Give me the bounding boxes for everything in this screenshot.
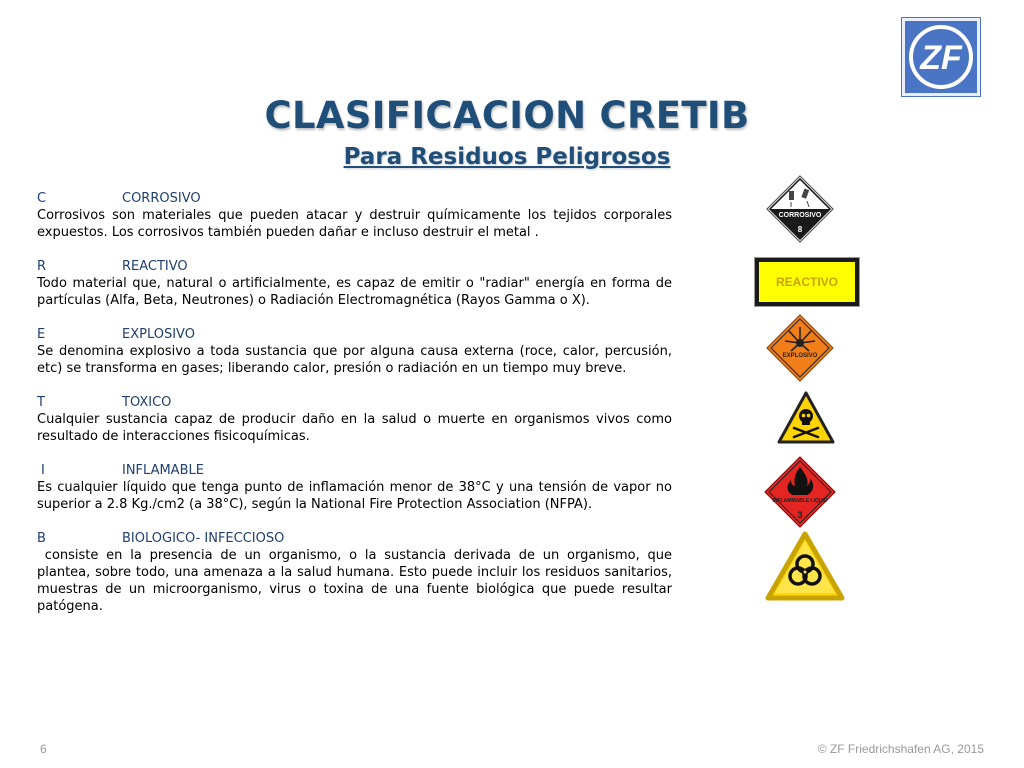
section-name: BIOLOGICO- INFECCIOSO — [122, 531, 285, 546]
section-biologico — [37, 530, 677, 615]
section-body: Cualquier sustancia capaz de producir daño en la salud o muerte en organismos vivos como resultado de interacciones fisicoquímicas. — [37, 412, 672, 444]
zf-logo — [902, 18, 980, 96]
section-explosivo — [37, 326, 672, 377]
page-number: 6 — [40, 742, 47, 756]
section-letter: B — [37, 531, 46, 546]
section-letter: C — [37, 191, 47, 206]
copyright-notice: © ZF Friedrichshafen AG, 2015 — [817, 742, 984, 756]
section-body: consiste en la presencia de un organismo, o la sustancia derivada de un organismo, que plantea, sobre todo, una amenaza a la salud humana. Esto puede incluir los residuos sanitarios, muestras de un microorganismo, virus o toxina de una fuente biológica que puede resultar patógena. — [37, 548, 677, 614]
section-reactivo — [37, 258, 672, 309]
section-name: INFLAMABLE — [122, 463, 204, 478]
section-letter: E — [37, 327, 46, 342]
section-body: Corrosivos son materiales que pueden atacar y destruir químicamente los tejidos corporales expuestos. Los corrosivos también pueden dañar e incluso destruir el metal . — [37, 208, 672, 240]
svg-text:CORROSIVO: CORROSIVO — [778, 212, 822, 219]
inflamable-sign-icon — [763, 455, 837, 529]
section-letter: I — [41, 463, 45, 478]
section-letter: R — [37, 259, 47, 274]
section-body: Es cualquier líquido que tenga punto de inflamación menor de 38°C y una tensión de vapor no superior a 2.8 Kg./cm2 (a 38°C), según la National Fire Protection Association (NFPA). — [37, 480, 672, 512]
zf-logo-icon — [905, 21, 977, 93]
reactivo-sign-label: REACTIVO — [775, 275, 838, 289]
explosivo-sign-icon — [765, 313, 835, 383]
toxico-sign-icon — [776, 390, 836, 446]
section-name: TOXICO — [122, 395, 172, 410]
svg-text:8: 8 — [797, 225, 803, 234]
svg-text:EXPLOSIVO: EXPLOSIVO — [782, 353, 818, 359]
biologico-sign-icon — [764, 530, 846, 604]
svg-text:3: 3 — [797, 510, 803, 520]
section-body: Todo material que, natural o artificialmente, es capaz de emitir o "radiar" energía en forma de partículas (Alfa, Beta, Neutrones) o Radiación Electromagnética (Rayos Gamma o X). — [37, 276, 672, 308]
reactivo-sign — [755, 258, 859, 306]
section-name: REACTIVO — [122, 259, 188, 274]
svg-text:INFLAMMABLE LIQUID: INFLAMMABLE LIQUID — [772, 498, 828, 504]
page-title: CLASIFICACION CRETIB — [264, 94, 750, 137]
cretib-definitions — [37, 190, 677, 632]
section-inflamable — [37, 462, 672, 513]
section-letter: T — [37, 395, 45, 410]
section-corrosivo — [37, 190, 672, 241]
section-name: EXPLOSIVO — [122, 327, 195, 342]
page-subtitle: Para Residuos Peligrosos — [343, 144, 671, 170]
corrosivo-sign-icon — [765, 174, 835, 244]
section-body: Se denomina explosivo a toda sustancia que por alguna causa externa (roce, calor, percusión, etc) se transforma en gases; liberando calor, presión o radiación en un tiempo muy breve. — [37, 344, 672, 376]
svg-text:ZF: ZF — [920, 39, 962, 77]
section-name: CORROSIVO — [122, 191, 201, 206]
section-toxico — [37, 394, 672, 445]
